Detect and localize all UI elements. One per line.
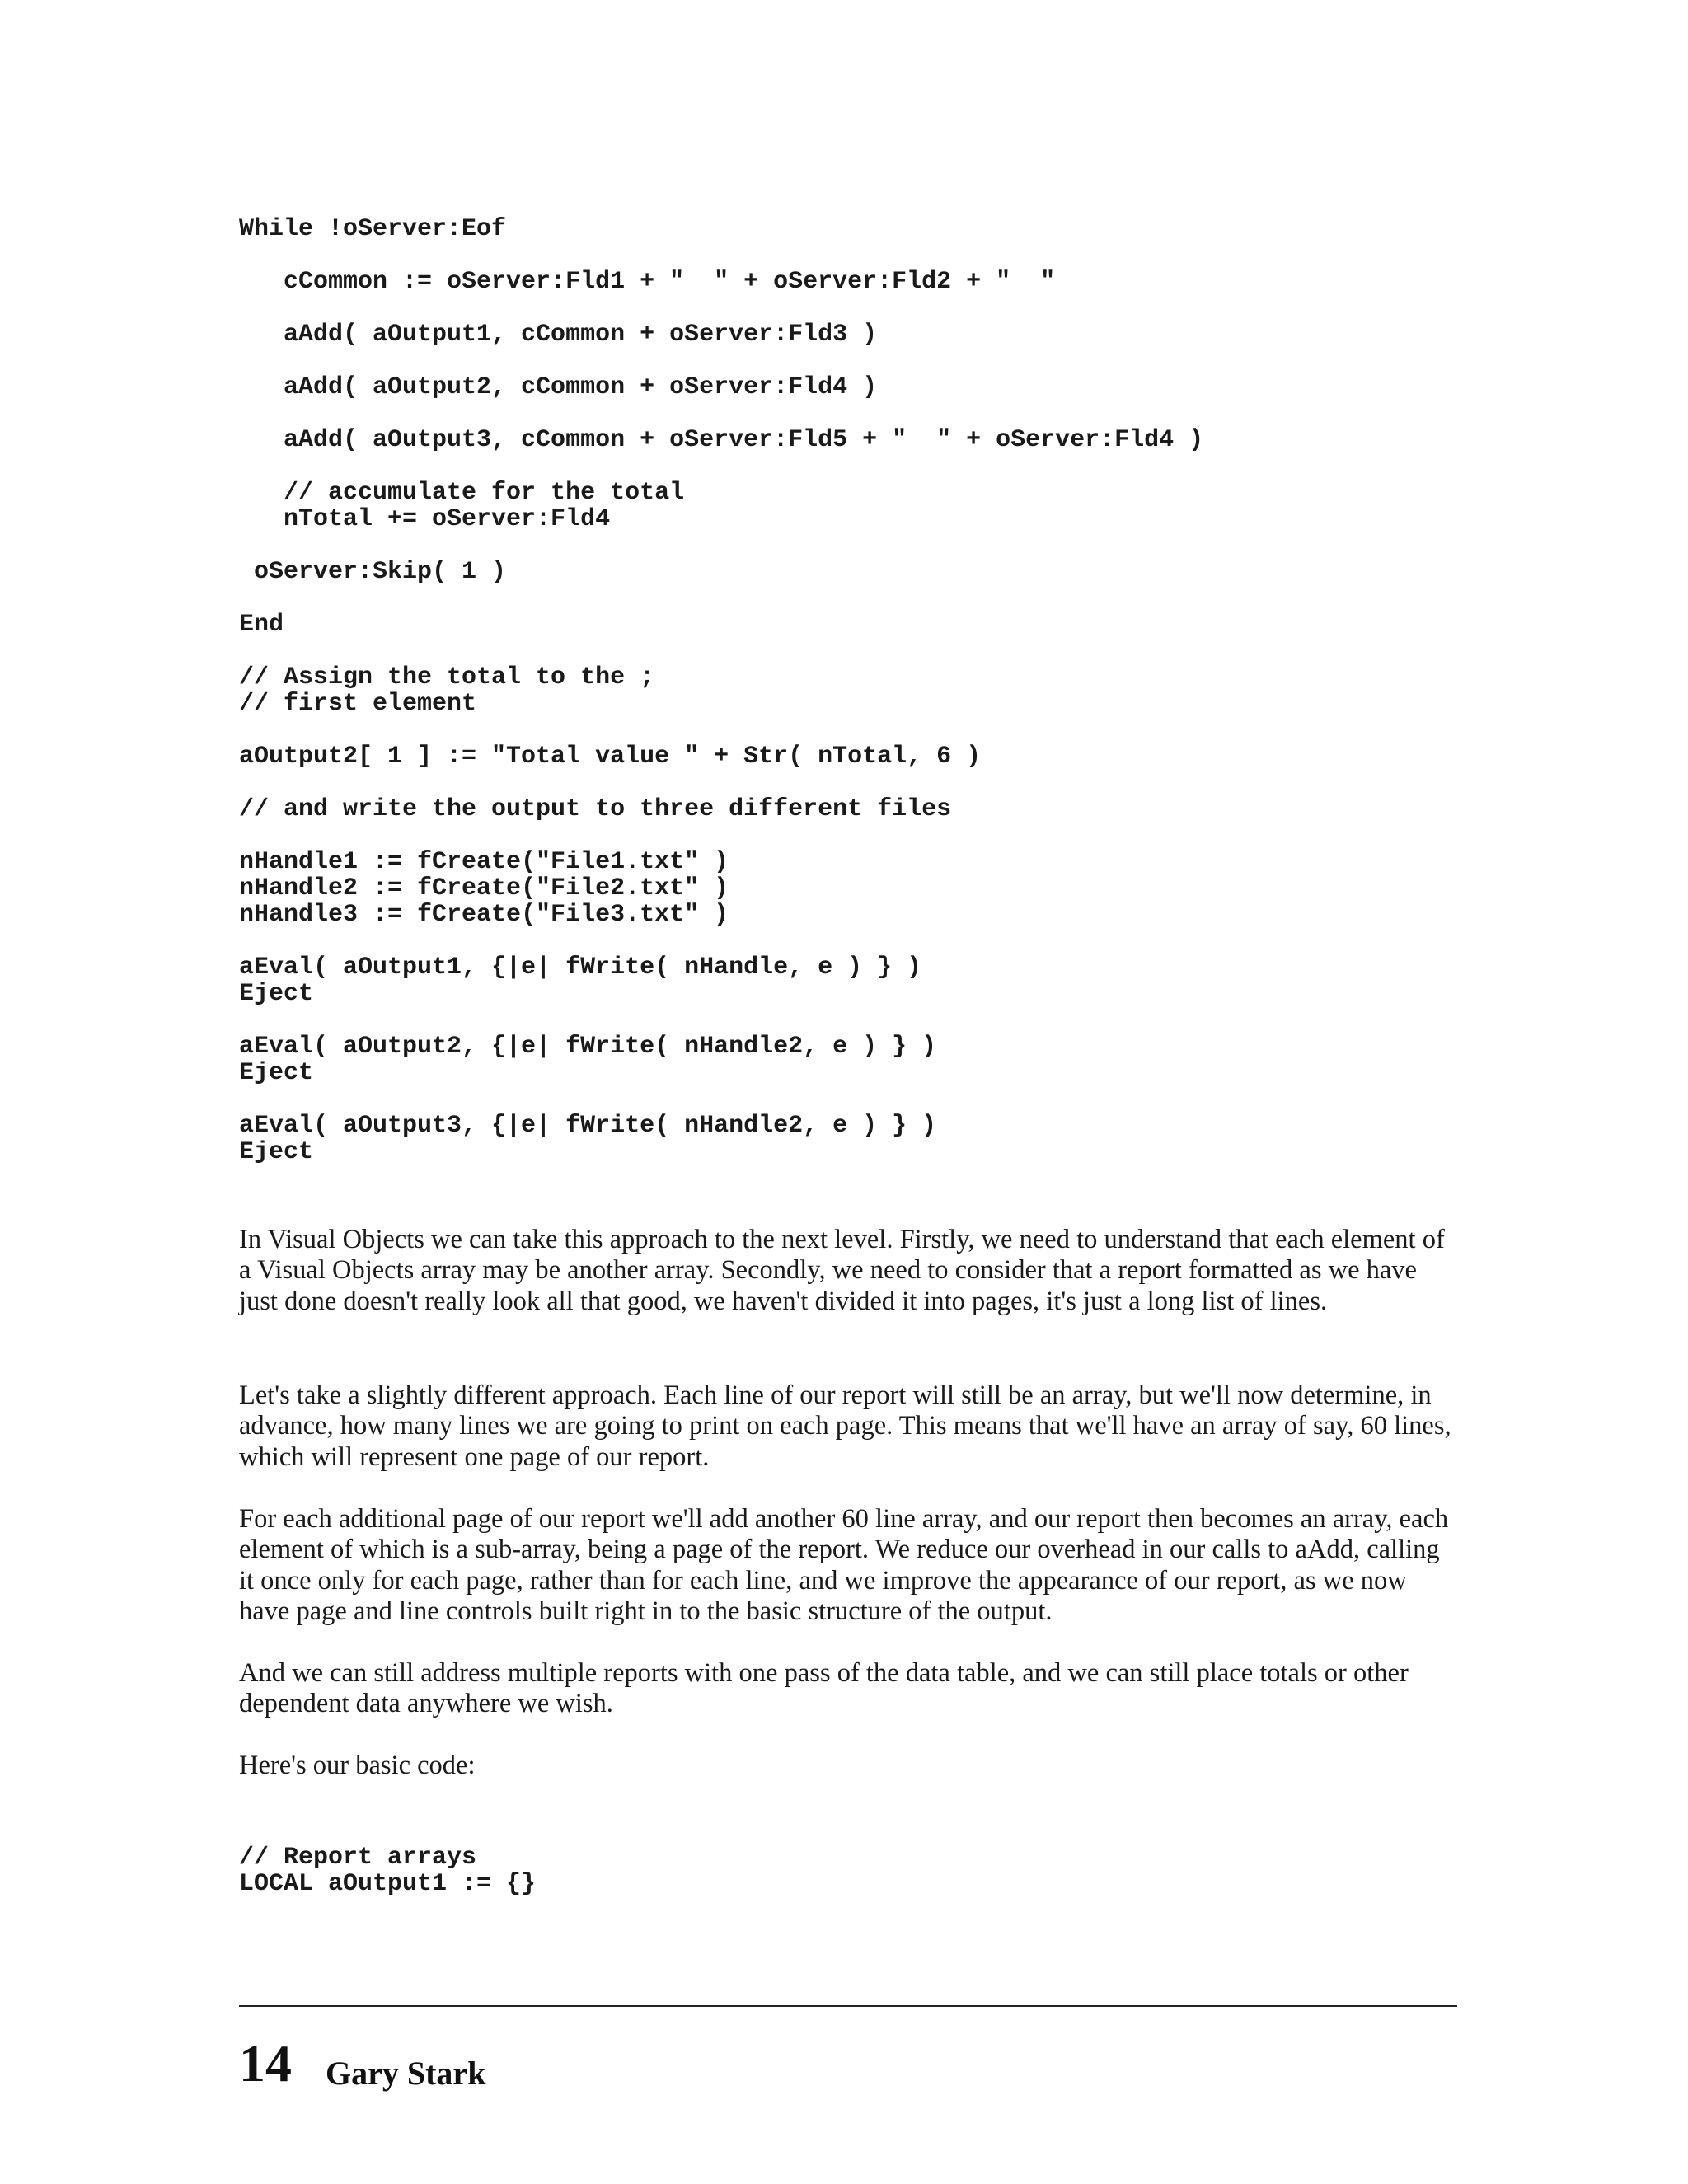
code-line: aEval( aOutput1, {|e| fWrite( nHandle, e ) } ) [239, 954, 922, 982]
code-comment: // Report arrays [239, 1844, 477, 1872]
code-line: aAdd( aOutput3, cCommon + oServer:Fld5 + " " + oServer:Fld4 ) [239, 426, 1204, 454]
code-line: aEval( aOutput2, {|e| fWrite( nHandle2, e ) } ) [239, 1033, 937, 1061]
code-line: Eject [239, 1059, 314, 1087]
paragraph: Here's our basic code: [239, 1750, 476, 1780]
code-line: aOutput2[ 1 ] := "Total value " + Str( nTotal, 6 ) [239, 743, 982, 771]
code-line: Eject [239, 980, 314, 1008]
code-line: LOCAL aOutput1 := {} [239, 1870, 537, 1898]
code-comment: // accumulate for the total [239, 479, 685, 507]
paragraph: Let's take a slightly different approach. Each line of our report will still be an array, but we'll now determine, in advance, how many lines we are going to print on each page. This means that we'll have an array of say, 60 lines, which will represent one page of our report. [239, 1380, 1451, 1472]
paragraph: In Visual Objects we can take this approach to the next level. Firstly, we need to understand that each element of a Visual Objects array may be another array. Secondly, we need to consider that a report formatted as we have just done doesn't really look all that good, we haven't divided it into pages, it's just a long list of lines. [239, 1225, 1445, 1316]
code-line: nTotal += oServer:Fld4 [239, 505, 611, 533]
code-line: nHandle1 := fCreate("File1.txt" ) [239, 848, 729, 876]
code-line: Eject [239, 1138, 314, 1166]
code-line: aEval( aOutput3, {|e| fWrite( nHandle2, e ) } ) [239, 1112, 937, 1140]
code-line: aAdd( aOutput2, cCommon + oServer:Fld4 ) [239, 373, 878, 401]
footer-divider [239, 2005, 1457, 2007]
code-comment: // and write the output to three different files [239, 795, 952, 823]
code-comment: // first element [239, 690, 477, 718]
code-line: aAdd( aOutput1, cCommon + oServer:Fld3 ) [239, 321, 878, 349]
code-line: nHandle2 := fCreate("File2.txt" ) [239, 874, 729, 902]
code-line: While !oServer:Eof [239, 215, 507, 243]
paragraph: For each additional page of our report we'll add another 60 line array, and our report then becomes an array, each element of which is a sub-array, being a page of the report. We reduce our overhead in our calls to aAdd, calling it once only for each page, rather than for each line, and we improve the appearance of our report, as we now have page and line controls built right in to the basic structure of the output. [239, 1504, 1449, 1627]
author-name: Gary Stark [326, 2055, 486, 2092]
code-line: cCommon := oServer:Fld1 + " " + oServer:Fld2 + " " [239, 268, 1056, 296]
code-comment: // Assign the total to the ; [239, 663, 655, 691]
page-number: 14 [239, 2034, 292, 2093]
code-line: oServer:Skip( 1 ) [239, 558, 507, 586]
code-line: nHandle3 := fCreate("File3.txt" ) [239, 901, 729, 929]
code-line: End [239, 611, 284, 639]
paragraph: And we can still address multiple reports with one pass of the data table, and we can still place totals or other dependent data anywhere we wish. [239, 1658, 1409, 1719]
